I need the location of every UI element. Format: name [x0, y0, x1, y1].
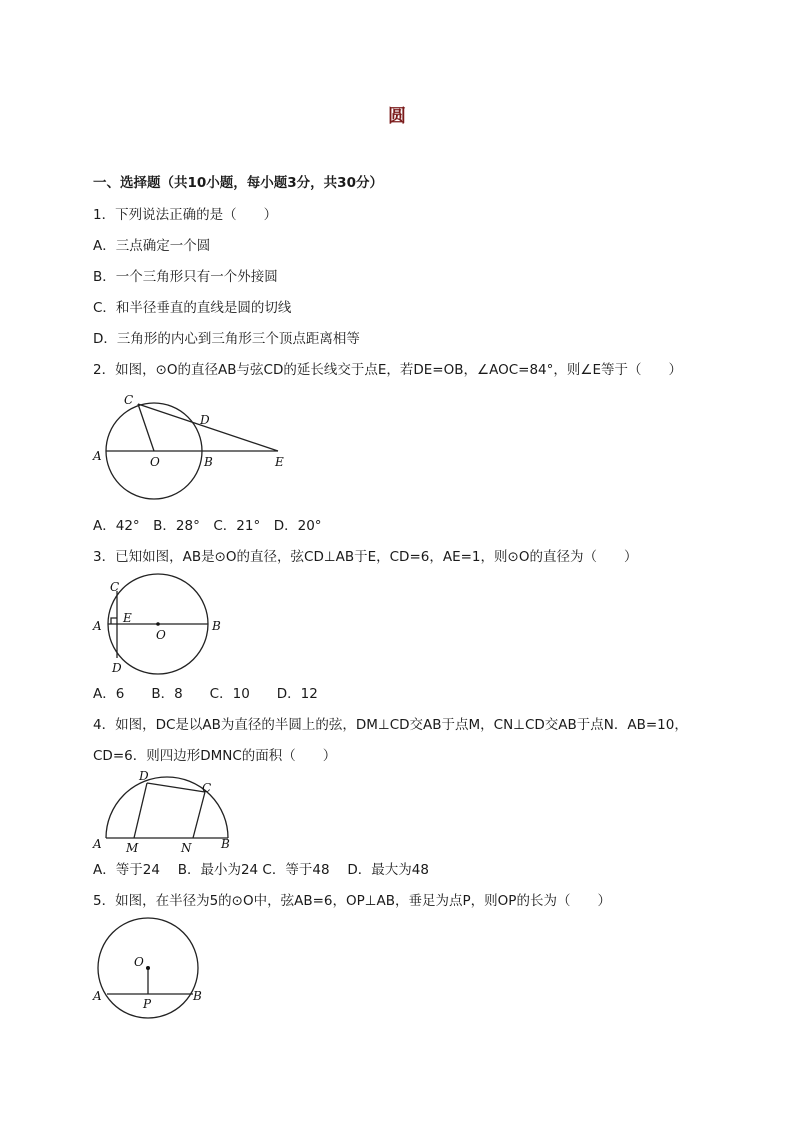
q4-label-a: A [93, 837, 102, 851]
question-4-stem-line-2: CD=6．则四边形DMNC的面积（ ） [93, 748, 337, 764]
question-1-option-a: A．三点确定一个圆 [93, 238, 211, 254]
question-1-option-b: B．一个三角形只有一个外接圆 [93, 269, 278, 285]
q3-label-e: E [123, 611, 132, 625]
q5-label-a: A [93, 989, 102, 1003]
q2-label-o: O [150, 455, 160, 469]
q5-label-o: O [134, 955, 144, 969]
question-2-figure [90, 390, 300, 505]
q2-line-ce [138, 404, 278, 451]
q3-center-dot [156, 622, 160, 626]
q5-label-p: P [143, 997, 152, 1011]
question-1-stem: 1．下列说法正确的是（ ） [93, 207, 278, 223]
question-4-options: A．等于24 B．最小为24 C．等于48 D．最大为48 [93, 862, 429, 878]
question-3-stem: 3．已知如图，AB是⊙O的直径，弦CD⊥AB于E，CD=6，AE=1，则⊙O的直径为（ ） [93, 549, 638, 565]
question-5-stem: 5．如图，在半径为5的⊙O中，弦AB=6，OP⊥AB，垂足为点P，则OP的长为（ ） [93, 893, 611, 909]
q4-label-d: D [139, 769, 149, 783]
q4-label-m: M [126, 841, 139, 855]
q4-line-cn [193, 792, 205, 838]
q3-label-c: C [110, 580, 120, 594]
question-1-option-c: C．和半径垂直的直线是圆的切线 [93, 300, 292, 316]
q4-label-c: C [202, 781, 212, 795]
q2-label-a: A [93, 449, 102, 463]
question-2-options: A．42° B．28° C．21° D．20° [93, 518, 322, 534]
q4-label-n: N [181, 841, 192, 855]
q2-label-c: C [124, 393, 134, 407]
question-4-figure [90, 768, 240, 858]
q5-label-b: B [193, 989, 202, 1003]
question-3-figure [90, 576, 230, 676]
q3-label-a: A [93, 619, 102, 633]
q3-label-o: O [156, 628, 166, 642]
question-4-stem-line-1: 4．如图，DC是以AB为直径的半圆上的弦，DM⊥CD交AB于点M，CN⊥CD交AB于点N．AB=10， [93, 717, 688, 733]
q2-label-d: D [200, 413, 210, 427]
question-3-options: A．6 B．8 C．10 D．12 [93, 686, 318, 702]
q5-center-dot [146, 966, 150, 970]
q4-label-b: B [221, 837, 230, 851]
q2-label-e: E [275, 455, 284, 469]
question-5-figure [90, 918, 220, 1023]
q4-line-dm [134, 783, 147, 838]
q3-label-d: D [112, 661, 122, 675]
section-heading: 一、选择题（共10小题，每小题3分，共30分） [93, 175, 383, 191]
q3-label-b: B [212, 619, 221, 633]
question-2-stem: 2．如图，⊙O的直径AB与弦CD的延长线交于点E，若DE=OB，∠AOC=84°，则∠E等于（ ） [93, 362, 683, 378]
q2-label-b: B [204, 455, 213, 469]
page-title: 圆 [388, 106, 406, 127]
q2-line-co [138, 404, 154, 451]
question-1-option-d: D．三角形的内心到三角形三个顶点距离相等 [93, 331, 360, 347]
q3-right-angle [111, 618, 117, 624]
